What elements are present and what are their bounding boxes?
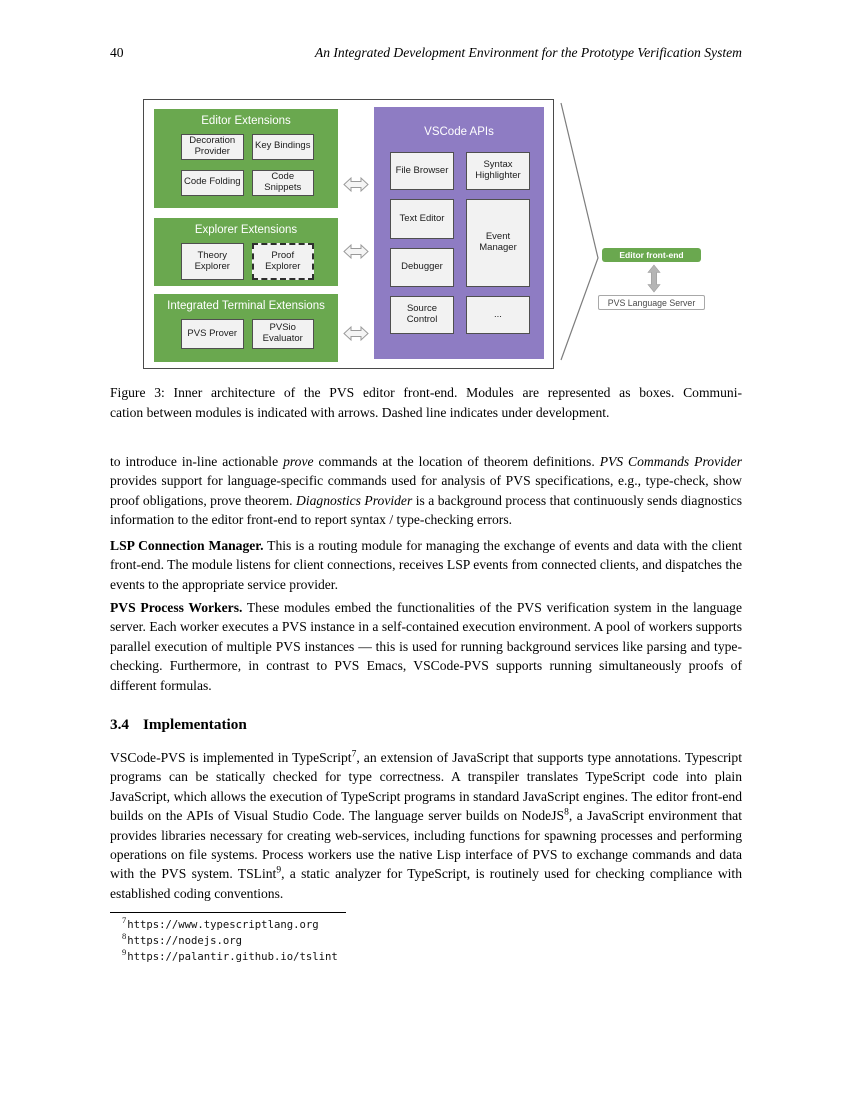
emphasis-diagnostics-provider: Diagnostics Provider xyxy=(296,492,413,508)
brace-icon xyxy=(554,99,606,369)
module-group-editor-extensions xyxy=(154,109,338,208)
group-grid xyxy=(154,127,338,196)
module-proof-explorer-under-development: Proof Explorer xyxy=(252,243,315,280)
module-key-bindings: Key Bindings xyxy=(252,134,315,160)
double-arrow-icon xyxy=(343,325,369,342)
vscode-apis-box xyxy=(374,107,544,359)
emphasis-pvs-commands-provider: PVS Commands Provider xyxy=(599,454,742,469)
footnote-7 xyxy=(122,917,742,933)
group-grid xyxy=(154,236,338,280)
footnote-url-tslint[interactable]: https://palantir.github.io/tslint xyxy=(127,951,338,963)
group-title: Explorer Extensions xyxy=(194,224,298,236)
footnote-url-typescript[interactable]: https://www.typescriptlang.org xyxy=(127,919,319,931)
running-title: An Integrated Development Environment for the Prototype Verification System xyxy=(314,45,742,60)
paragraph-pvs-process-workers xyxy=(110,598,742,695)
body-text: , a JavaScript environment that provides libraries necessary for creating web-services, including functions for spawning processes and performing operations on file systems. Process workers use the native Lisp interface of PVS to exchange commands and data with the PVS system. TSLint xyxy=(110,808,742,882)
footnote-marker-8: 8 xyxy=(564,807,569,818)
body-text: , a static analyzer for TypeScript, is routinely used for checking compliance with established coding conventions. xyxy=(110,866,742,901)
body-text: VSCode-PVS is implemented in TypeScript xyxy=(110,750,352,765)
module-text-editor: Text Editor xyxy=(390,199,454,239)
footnote-number: 8 xyxy=(122,931,127,942)
page-header xyxy=(110,45,742,61)
group-title: Editor Extensions xyxy=(201,115,291,127)
body-text: to introduce in-line actionable xyxy=(110,454,284,469)
emphasis-prove: prove xyxy=(283,454,314,469)
footnote-marker-9: 9 xyxy=(276,865,282,876)
module-file-browser: File Browser xyxy=(390,152,454,190)
figure-caption-line: Figure 3: Inner architecture of the PVS editor front-end. Modules are represented as boxes. Communi- xyxy=(110,385,742,400)
double-arrow-icon xyxy=(343,243,369,260)
figure-3-diagram xyxy=(143,99,743,377)
vscode-apis-title: VSCode APIs xyxy=(424,126,494,138)
footnote-number: 9 xyxy=(122,947,127,958)
footnote-divider xyxy=(110,912,346,913)
footnote-url-nodejs[interactable]: https://nodejs.org xyxy=(127,935,243,947)
module-source-control: Source Control xyxy=(390,296,454,334)
body-text: commands at the location of theorem definitions. xyxy=(313,454,600,469)
module-syntax-highlighter: Syntax Highlighter xyxy=(466,152,530,190)
updown-arrow-icon xyxy=(647,264,661,293)
footnotes xyxy=(110,917,742,965)
section-number: 3.4 xyxy=(110,716,129,733)
module-debugger: Debugger xyxy=(390,248,454,287)
module-group-explorer-extensions xyxy=(154,218,338,286)
body-text: provides support for language-specific commands used for analysis of PVS specifications, e.g., type-check, show proof obligations, prove theorem. xyxy=(110,473,742,508)
pvs-language-server-box: PVS Language Server xyxy=(598,295,705,310)
body-text: is a background process that continuously sends diagnostics information to the editor front-end to report syntax / type-checking errors. xyxy=(110,492,742,528)
section-title: Implementation xyxy=(142,716,247,733)
footnote-number: 7 xyxy=(122,915,127,926)
double-arrow-icon xyxy=(343,176,369,193)
module-pvs-prover: PVS Prover xyxy=(181,319,244,349)
module-group-integrated-terminal-extensions xyxy=(154,294,338,362)
module-pvsio-evaluator: PVSio Evaluator xyxy=(252,319,315,349)
module-ellipsis: ... xyxy=(466,296,530,334)
group-title: Integrated Terminal Extensions xyxy=(167,300,325,312)
figure-caption-line: cation between modules is indicated with arrows. Dashed line indicates under development. xyxy=(110,405,610,420)
footnote-8 xyxy=(122,933,742,949)
module-code-snippets: Code Snippets xyxy=(252,170,315,196)
paragraph-service-providers xyxy=(110,452,742,530)
paragraph-lead: LSP Connection Manager. xyxy=(110,538,264,553)
vscode-apis-grid xyxy=(390,152,530,334)
module-event-manager: Event Manager xyxy=(466,199,530,287)
figure-caption xyxy=(110,383,742,423)
body-text: These modules embed the functionalities of the PVS verification system in the language server. Each worker executes a PVS instance in a self-contained execution environment. A pool of workers supports parallel execution of multiple PVS instances — this is used for running background services like parsing and type-checking. Furthermore, in contrast to PVS Emacs, VSCode-PVS supports running simultaneously proofs of different formulas. xyxy=(110,600,743,693)
module-decoration-provider: Decoration Provider xyxy=(181,134,244,160)
figure-border xyxy=(143,99,554,369)
body-text: , an extension of JavaScript that supports type annotations. Typescript programs can be statically checked for type correctness. A transpiler translates TypeScript code into plain JavaScript, which allows the execution of TypeScript programs in standard JavaScript engines. The editor front-end builds on the APIs of Visual Studio Code. The language server builds on NodeJS xyxy=(110,750,743,824)
footnote-marker-7: 7 xyxy=(351,749,357,760)
group-grid xyxy=(154,312,338,349)
footnote-9 xyxy=(122,949,742,965)
body-text: This is a routing module for managing the exchange of events and data with the client front-end. The module listens for client connections, receives LSP events from connected clients, and dispatches the events to the appropriate service provider. xyxy=(110,538,742,592)
paragraph-implementation xyxy=(110,748,742,903)
paragraph-lsp-connection-manager xyxy=(110,536,742,594)
module-theory-explorer: Theory Explorer xyxy=(181,243,244,280)
paragraph-lead: PVS Process Workers. xyxy=(110,600,243,615)
editor-frontend-badge: Editor front-end xyxy=(602,248,701,262)
page-number: 40 xyxy=(110,45,124,60)
module-code-folding: Code Folding xyxy=(181,170,244,196)
section-heading-implementation xyxy=(110,716,247,734)
